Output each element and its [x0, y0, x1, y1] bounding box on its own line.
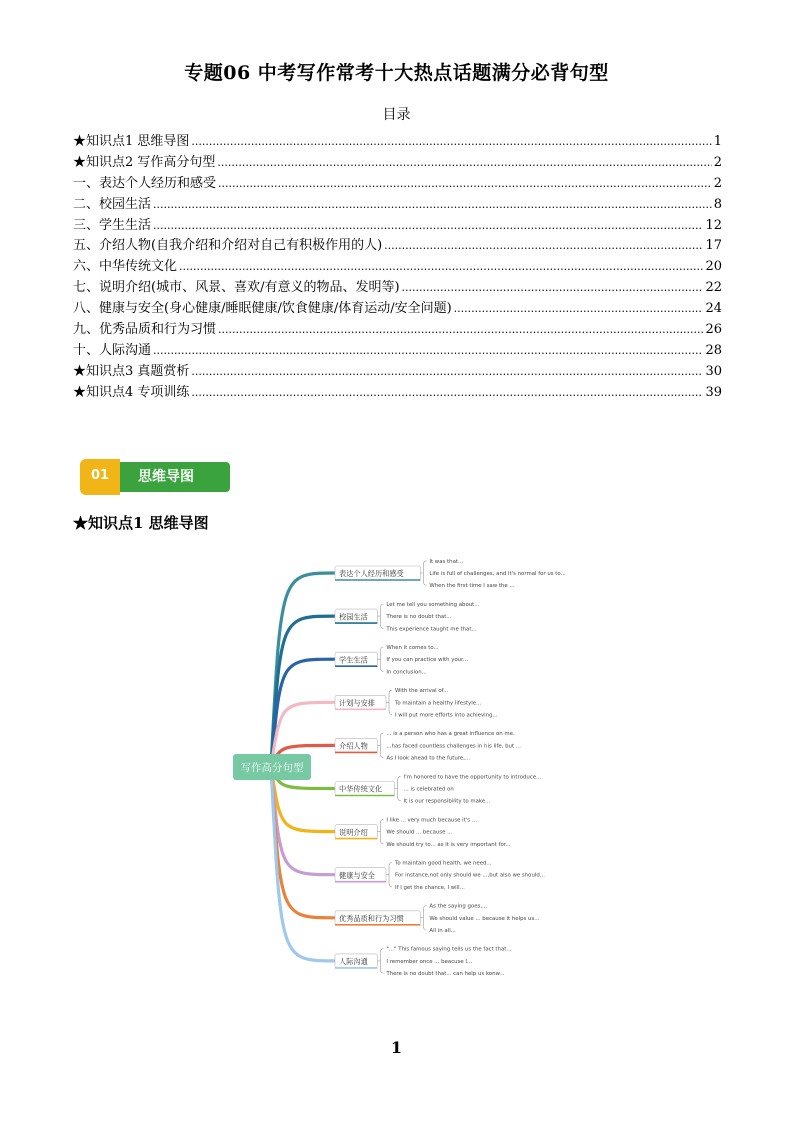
leaf-text: If you can practice with your...: [386, 657, 469, 664]
toc-entry-label: 十、人际沟通: [73, 342, 152, 358]
toc-entry-page: 39: [705, 384, 722, 400]
toc-entry-label: 二、校园生活: [73, 196, 152, 212]
toc-leader-dots: [179, 257, 703, 278]
toc-entry-page: 30: [705, 363, 722, 379]
leaf-text: Let me tell you something about...: [386, 601, 480, 608]
branch-label: 人际沟通: [339, 957, 368, 967]
branch-label: 健康与安全: [339, 870, 375, 880]
toc-leader-dots: [153, 195, 712, 216]
toc-entry-label: 一、表达个人经历和感受: [73, 175, 217, 191]
section-heading: ★知识点1 思维导图: [73, 514, 209, 532]
leaf-bracket: [386, 690, 392, 714]
leaf-text: We should value ... because it helps us...: [429, 915, 540, 922]
toc-entry[interactable]: [73, 320, 722, 341]
toc-leader-dots: [191, 132, 711, 153]
toc-entry-label: ★知识点2 写作高分句型: [73, 154, 216, 170]
toc-entry-label: 五、介绍人物(自我介绍和介绍对自己有积极作用的人): [73, 238, 383, 254]
leaf-text: To maintain good health, we need...: [395, 860, 492, 867]
toc-entry-page: 1: [713, 134, 722, 149]
toc-leader-dots: [217, 153, 711, 174]
toc-entry[interactable]: [73, 383, 722, 404]
toc-leader-dots: [153, 216, 703, 237]
toc-entry-page: 28: [705, 342, 722, 358]
toc-entry-page: 17: [705, 238, 722, 254]
branch-label: 计划与安排: [339, 698, 375, 708]
toc-entry[interactable]: [73, 216, 722, 237]
leaf-bracket: [377, 604, 383, 628]
branch-connector: [271, 767, 335, 961]
toc-entry-page: 20: [705, 259, 722, 275]
leaf-text: If I get the chance, I will...: [395, 884, 465, 891]
leaf-bracket: [377, 647, 383, 671]
leaf-text: I will put more efforts into achieving...: [395, 712, 498, 719]
leaf-bracket: [386, 863, 392, 887]
toc-entry[interactable]: [73, 236, 722, 257]
leaf-text: As the saying goes,...: [429, 903, 488, 910]
leaf-text: There is no doubt that... can help us konw...: [386, 971, 505, 978]
branch-label: 学生生活: [339, 655, 368, 665]
leaf-bracket: [420, 561, 426, 585]
toc-entry-label: 九、优秀品质和行为习惯: [73, 322, 217, 338]
toc-entry-label: ★知识点4 专项训练: [73, 384, 190, 400]
mind-map-diagram: [225, 550, 570, 990]
toc-entry[interactable]: [73, 153, 722, 174]
toc-heading: 目录: [382, 107, 411, 123]
document-title: 专题06 中考写作常考十大热点话题满分必背句型: [184, 62, 609, 84]
branch-label: 说明介绍: [339, 827, 368, 837]
leaf-text: It was that...: [429, 558, 464, 565]
toc-leader-dots: [402, 278, 704, 299]
leaf-text: In conclusion...: [386, 669, 427, 676]
branch-label: 介绍人物: [339, 741, 368, 751]
leaf-text: ...has faced countless challenges in his life, but ...: [386, 743, 521, 750]
leaf-bracket: [395, 776, 401, 800]
leaf-bracket: [420, 906, 426, 930]
leaf-text: ... is a person who has a great influence on me.: [386, 731, 515, 738]
leaf-bracket: [377, 819, 383, 843]
toc-entry-page: 26: [705, 322, 722, 338]
toc-leader-dots: [218, 320, 703, 341]
toc-entry[interactable]: [73, 341, 722, 362]
leaf-bracket: [377, 733, 383, 757]
toc-entry-label: 七、说明介绍(城市、风景、喜欢/有意义的物品、发明等): [73, 280, 400, 296]
toc-leader-dots: [153, 341, 703, 362]
leaf-text: I remember once ... beacuse I...: [386, 958, 473, 965]
section-badge-text: 思维导图: [110, 462, 230, 492]
toc-entry-label: 三、学生生活: [73, 217, 152, 233]
toc-entry[interactable]: [73, 257, 722, 278]
leaf-text: For instance,not only should we ...,but also we should...: [395, 872, 545, 879]
toc-leader-dots: [384, 236, 703, 257]
leaf-text: With the arrival of...: [395, 688, 449, 695]
toc-leader-dots: [454, 299, 704, 320]
leaf-text: There is no doubt that...: [386, 614, 452, 621]
toc-leader-dots: [191, 362, 703, 383]
leaf-text: We should ... because ...: [386, 829, 453, 836]
toc-entry-page: 2: [713, 154, 722, 170]
leaf-text: When the first time I saw the ...: [429, 583, 515, 590]
toc-entry-page: 24: [705, 301, 722, 317]
leaf-text: This experience taught me that...: [386, 626, 477, 633]
toc-entry[interactable]: [73, 174, 722, 195]
toc-entry-label: 六、中华传统文化: [73, 259, 178, 275]
toc-entry[interactable]: [73, 278, 722, 299]
branch-label: 优秀品质和行为习惯: [339, 914, 404, 923]
branch-label: 校园生活: [339, 612, 368, 622]
leaf-text: I'm honored to have the opportunity to introduce...: [403, 774, 542, 781]
branch-label: 表达个人经历和感受: [339, 569, 404, 579]
toc-entry-label: ★知识点1 思维导图: [73, 134, 190, 149]
leaf-text: It is our responsibility to make...: [403, 798, 491, 805]
leaf-text: All in all...: [429, 928, 456, 934]
toc-entry[interactable]: [73, 132, 722, 153]
leaf-text: To maintain a healthy lifestyle...: [395, 700, 482, 707]
toc-entry-page: 12: [705, 217, 722, 233]
leaf-text: As I look ahead to the future,...: [386, 755, 471, 762]
toc-entry-label: 八、健康与安全(身心健康/睡眠健康/饮食健康/体育运动/安全问题): [73, 301, 452, 317]
leaf-text: "..." This famous saying tells us the fact that...: [386, 946, 512, 953]
leaf-text: Life is full of challenges, and it's normal for us to...: [429, 571, 566, 577]
section-badge-number: 01: [80, 459, 120, 495]
branch-label: 中华传统文化: [339, 784, 383, 794]
toc-entry-page: 2: [713, 175, 722, 191]
leaf-text: When it comes to...: [386, 645, 439, 651]
root-node-label: 写作高分句型: [240, 762, 304, 774]
branch-connector: [271, 573, 335, 767]
toc-entry-label: ★知识点3 真题赏析: [73, 363, 190, 379]
leaf-text: ... is celebrated on: [403, 786, 454, 793]
toc-entry-page: 22: [705, 280, 722, 296]
toc-leader-dots: [191, 383, 703, 404]
leaf-text: I like ... very much because it's ...: [386, 817, 477, 824]
toc-entry[interactable]: [73, 362, 722, 383]
toc-entry[interactable]: [73, 299, 722, 320]
toc-entry-page: 8: [713, 196, 722, 212]
page-number: 1: [390, 1038, 403, 1057]
section-badge: [80, 459, 230, 495]
toc-entry[interactable]: [73, 195, 722, 216]
leaf-bracket: [377, 949, 383, 973]
toc-leader-dots: [218, 174, 712, 195]
table-of-contents: [73, 132, 722, 404]
leaf-text: We should try to... as it is very important for...: [386, 841, 511, 848]
